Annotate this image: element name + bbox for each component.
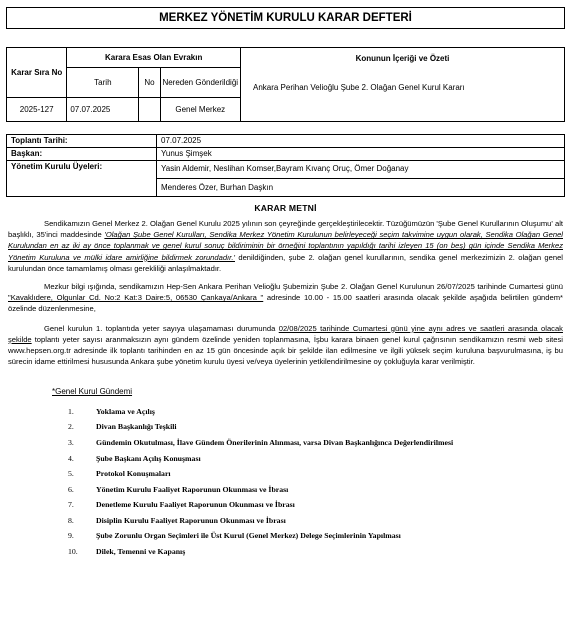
list-item: 9. Şube Zorunlu Organ Seçimleri ile Üst Kurul (Genel Merkez) Delege Seçimlerinin Yapılması	[68, 531, 401, 541]
nereden-value: Genel Merkez	[160, 98, 240, 122]
paragraph-1	[6, 218, 565, 274]
uyeler-line2: Menderes Özer, Burhan Daşkın	[157, 179, 565, 197]
list-item: 8. Disiplin Kurulu Faaliyet Raporunun Okunması ve İbrası	[68, 515, 286, 525]
gundem-list	[64, 403, 565, 559]
konu-value: Ankara Perihan Velioğlu Şube 2. Olağan Genel Kurul Kararı	[252, 82, 465, 92]
list-item: 2. Divan Başkanlığı Teşkili	[68, 422, 177, 432]
p3-text-b: toplantı yeter sayısı aranmaksızın aynı gündem özelinde yeniden toplanmasına, İşbu karara binaen genel kurul çağrısının sendikamızın resmi web sitesi www.hepsen.org.tr adresinde ilk toplantı tarihinden en az 15 gün öncesinde açık bir şekilde ilan edilmesine ve ilgili yüksek seçim kuruluna başvurulmasına, iş bu sürecin idame ettirilmesi hususunda Ankara şube yönetim kurulu üyesi ve/veya üyelerinin yetkilendirilmesine oy çokluğuyla karar verilmiştir.	[8, 334, 563, 367]
karar-no-value: 2025-127	[7, 98, 67, 122]
list-item: 7. Denetleme Kurulu Faaliyet Raporunun Okunması ve İbrası	[68, 500, 295, 510]
tarih-header: Tarih	[67, 68, 139, 98]
list-item: 4. Şube Başkanı Açılış Konuşması	[68, 453, 201, 463]
list-item: 10. Dilek, Temenni ve Kapanış	[68, 547, 186, 557]
p3-underlined: 02/08/2025 tarihinde Cumartesi günü yine aynı adres ve saatleri arasında olacak şekilde	[8, 323, 563, 344]
p1-quote: 'Olağan Şube Genel Kurulları, Sendika Merkez Yönetim Kurulunun belirleyeceği seçim takvimine uygun olarak, Sendika Olağan Genel Kurulundan en az iki ay önce toplanmak ve genel kurul sonuç bildiriminin bir örneğini toplantının yapıldığı tarihi izleyen 15 (on beş) gün içinde Sendika Merkez Yönetim Kuruluna ve mülki idare amirliğine bildirmek zorundadır.'	[8, 230, 563, 262]
konu-cell	[240, 48, 564, 122]
p2-text-b: adresinde 10.00 - 15.00 saatleri arasında olacak şekilde aşağıda belirtilen gündem* özelinde düzenlenmesine,	[8, 293, 563, 314]
p1-text-a: Sendikamızın Genel Merkez 2. Olağan Genel Kurulu 2025 yılının son çeyreğinde gerçekleştirilecektir. Tüzüğümüzün 'Şube Genel Kurullarının Oluşumu' alt başlıklı, 35'inci maddesinde	[8, 219, 563, 240]
toplanti-tarihi-value: 07.07.2025	[157, 135, 565, 148]
p3-text-a: Genel kurulun 1. toplantıda yeter sayıya ulaşamaması durumunda	[44, 323, 279, 333]
tarih-value: 07.07.2025	[67, 98, 139, 122]
no-header: No	[139, 68, 160, 98]
karar-sira-no-header: Karar Sıra No	[7, 48, 67, 98]
evrak-header: Karara Esas Olan Evrakın	[67, 48, 241, 68]
decision-header-table	[6, 47, 565, 122]
meeting-info-table	[6, 134, 565, 197]
paragraph-2	[6, 281, 565, 315]
no-value	[139, 98, 160, 122]
paragraph-3	[6, 323, 565, 368]
list-item: 6. Yönetim Kurulu Faaliyet Raporunun Okunması ve İbrası	[68, 484, 289, 494]
karar-metni-heading: KARAR METNİ	[254, 203, 317, 213]
document-title: MERKEZ YÖNETİM KURULU KARAR DEFTERİ	[6, 7, 565, 29]
uyeler-line1: Yasin Aldemir, Neslihan Komser,Bayram Kıvanç Oruç, Ömer Doğanay	[157, 161, 565, 179]
baskan-label: Başkan:	[7, 148, 157, 161]
list-item: 5. Protokol Konuşmaları	[68, 469, 171, 479]
baskan-value: Yunus Şimşek	[157, 148, 565, 161]
uyeler-label: Yönetim Kurulu Üyeleri:	[7, 161, 157, 197]
list-item: 1. Yoklama ve Açılış	[68, 406, 155, 416]
konu-header: Konunun İçeriği ve Özeti	[355, 53, 450, 63]
gundem-title: *Genel Kurul Gündemi	[52, 387, 133, 397]
nereden-header: Nereden Gönderildiği	[160, 68, 240, 98]
p2-text-a: Mezkur bilgi ışığında, sendikamızın Hep-Sen Ankara Perihan Velioğlu Şubemizin Şube 2. Olağan Genel Kurulunun 26/07/2025 tarihinde Cumartesi günü	[44, 282, 563, 292]
p1-text-b: denildiğinden, şube 2. olağan genel kurullarının, sendika genel merkezimizin 2. olağan genel kurulundan önce tamamlamış olması gerekliliği anlaşılmaktadır.	[8, 252, 563, 273]
p2-address: "Kavaklıdere, Olgunlar Cd. No:2 Kat:3 Daire:5, 06530 Çankaya/Ankara "	[8, 293, 264, 303]
toplanti-tarihi-label: Toplantı Tarihi:	[7, 135, 157, 148]
list-item: 3. Gündemin Okutulması, İlave Gündem Önerilerinin Alınması, varsa Divan Başkanlığınca Değerlendirilmesi	[68, 437, 454, 447]
